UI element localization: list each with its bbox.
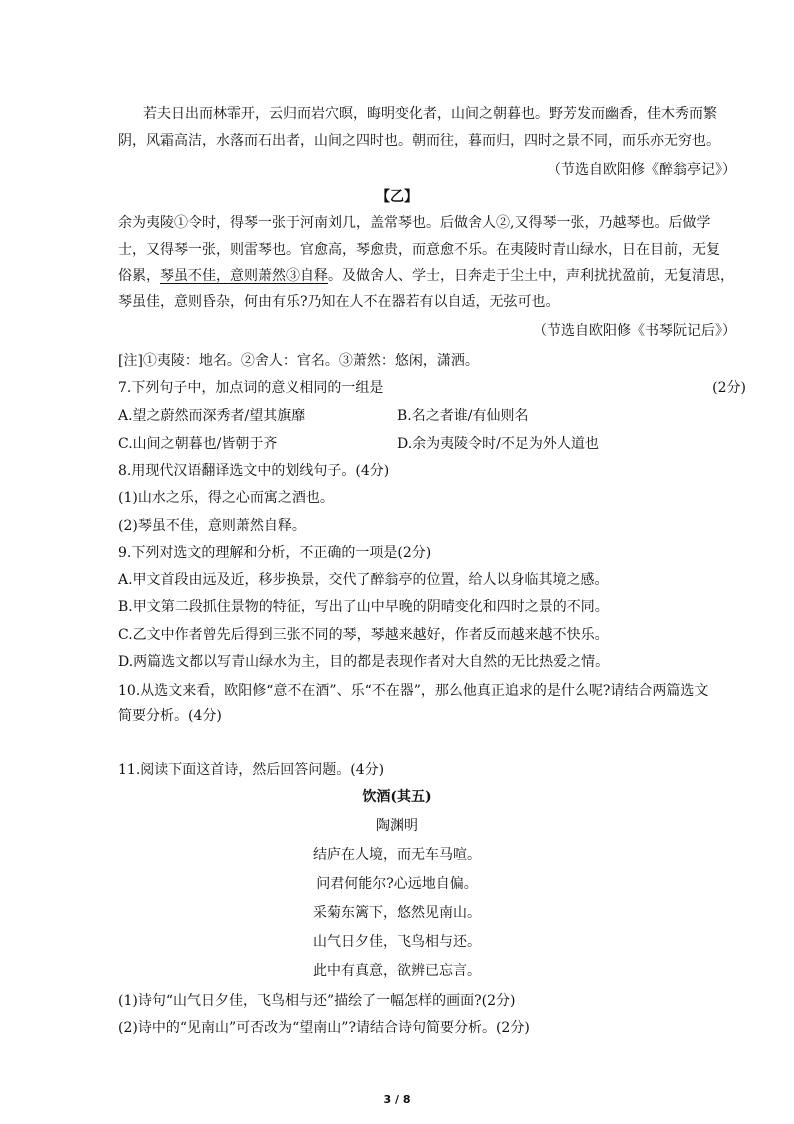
passage-yi-heading: 【乙】 [376, 189, 418, 205]
q11-sub-2: (2)诗中的“见南山”可否改为“望南山”?请结合诗句简要分析。(2分) [118, 1020, 530, 1036]
passage-yi-note: [注]①夷陵：地名。②舍人：官名。③萧然：悠闲，潇洒。 [118, 353, 479, 369]
passage-yi-source: （节选自欧阳修《书琴阮记后》） [533, 323, 736, 339]
passage-yi-line-3-pre: 俗累， [118, 268, 160, 284]
q7-option-a: A.望之蔚然而深秀者/望其旗靡 [118, 408, 306, 424]
q7-stem: 7.下列句子中，加点词的意义相同的一组是 [118, 380, 384, 396]
q9-option-b: B.甲文第二段抓住景物的特征，写出了山中早晚的阴晴变化和四时之景的不同。 [118, 599, 609, 615]
q8-item-1: (1)山水之乐，得之心而寓之酒也。 [118, 490, 334, 506]
q11-sub-1: (1)诗句“山气日夕佳，飞鸟相与还”描绘了一幅怎样的画面?(2分) [118, 993, 516, 1009]
poem-line-2: 问君何能尔?心远地自偏。 [316, 876, 478, 892]
page-number: 3 / 8 [383, 1093, 411, 1106]
q8-item-2: (2)琴虽不佳，意则萧然自释。 [118, 518, 306, 534]
q7-option-d: D.余为夷陵令时/不足为外人道也 [397, 436, 599, 452]
q7-score: (2分) [712, 380, 746, 396]
q7-option-c: C.山间之朝暮也/皆朝于齐 [118, 436, 278, 452]
poem-line-5: 此中有真意，欲辨已忘言。 [313, 963, 481, 979]
passage-yi-line-2: 士，又得琴一张，则雷琴也。官愈高，琴愈贵，而意愈不乐。在夷陵时青山绿水，日在目前，无复 [118, 242, 720, 258]
poem-author: 陶渊明 [376, 818, 418, 834]
q8-stem: 8.用现代汉语翻译选文中的划线句子。(4分) [118, 463, 390, 479]
poem-line-4: 山气日夕佳，飞鸟相与还。 [313, 934, 481, 950]
poem-line-3: 采菊东篱下，悠然见南山。 [313, 905, 481, 921]
q9-option-a: A.甲文首段由远及近，移步换景，交代了醉翁亭的位置，给人以身临其境之感。 [118, 572, 609, 588]
q9-option-d: D.两篇选文都以写青山绿水为主，目的都是表现作者对大自然的无比热爱之情。 [118, 654, 610, 670]
q11-stem: 11.阅读下面这首诗，然后回答问题。(4分) [118, 762, 385, 778]
passage-yi-line-3 [118, 266, 734, 286]
passage-jia-line-1: 若夫日出而林霏开，云归而岩穴暝，晦明变化者，山间之朝暮也。野芳发而幽香，佳木秀而繁 [143, 106, 717, 122]
q9-option-c: C.乙文中作者曾先后得到三张不同的琴，琴越来越好，作者反而越来越不快乐。 [118, 627, 609, 643]
q9-stem: 9.下列对选文的理解和分析，不正确的一项是(2分) [118, 545, 432, 561]
q10-line-1: 10.从选文来看，欧阳修“意不在酒”、乐“不在器”，那么他真正追求的是什么呢?请结合两篇选文 [118, 683, 709, 699]
underlined-sentence: 琴虽不佳，意则萧然③自释 [160, 268, 328, 284]
poem-line-1: 结庐在人境，而无车马喧。 [313, 847, 481, 863]
q10-line-2: 简要分析。(4分) [118, 708, 222, 724]
q7-option-b: B.名之者谁/有仙则名 [397, 408, 529, 424]
passage-jia-line-2: 阴，风霜高洁，水落而石出者，山间之四时也。朝而往，暮而归，四时之景不同，而乐亦无穷也。 [118, 133, 720, 149]
passage-yi-line-3-post: 。及做舍人、学士，日奔走于尘土中，声利扰扰盈前，无复清思， [328, 268, 734, 284]
poem-title: 饮酒(其五) [362, 789, 432, 805]
passage-yi-line-4: 琴虽佳，意则昏杂，何由有乐?乃知在人不在器若有以自适，无弦可也。 [118, 294, 560, 310]
passage-jia-source: （节选自欧阳修《醉翁亭记》） [547, 162, 736, 178]
passage-yi-line-1: 余为夷陵①令时，得琴一张于河南刘几，盖常琴也。后做舍人②,又得琴一张，乃越琴也。后做学 [118, 215, 711, 231]
